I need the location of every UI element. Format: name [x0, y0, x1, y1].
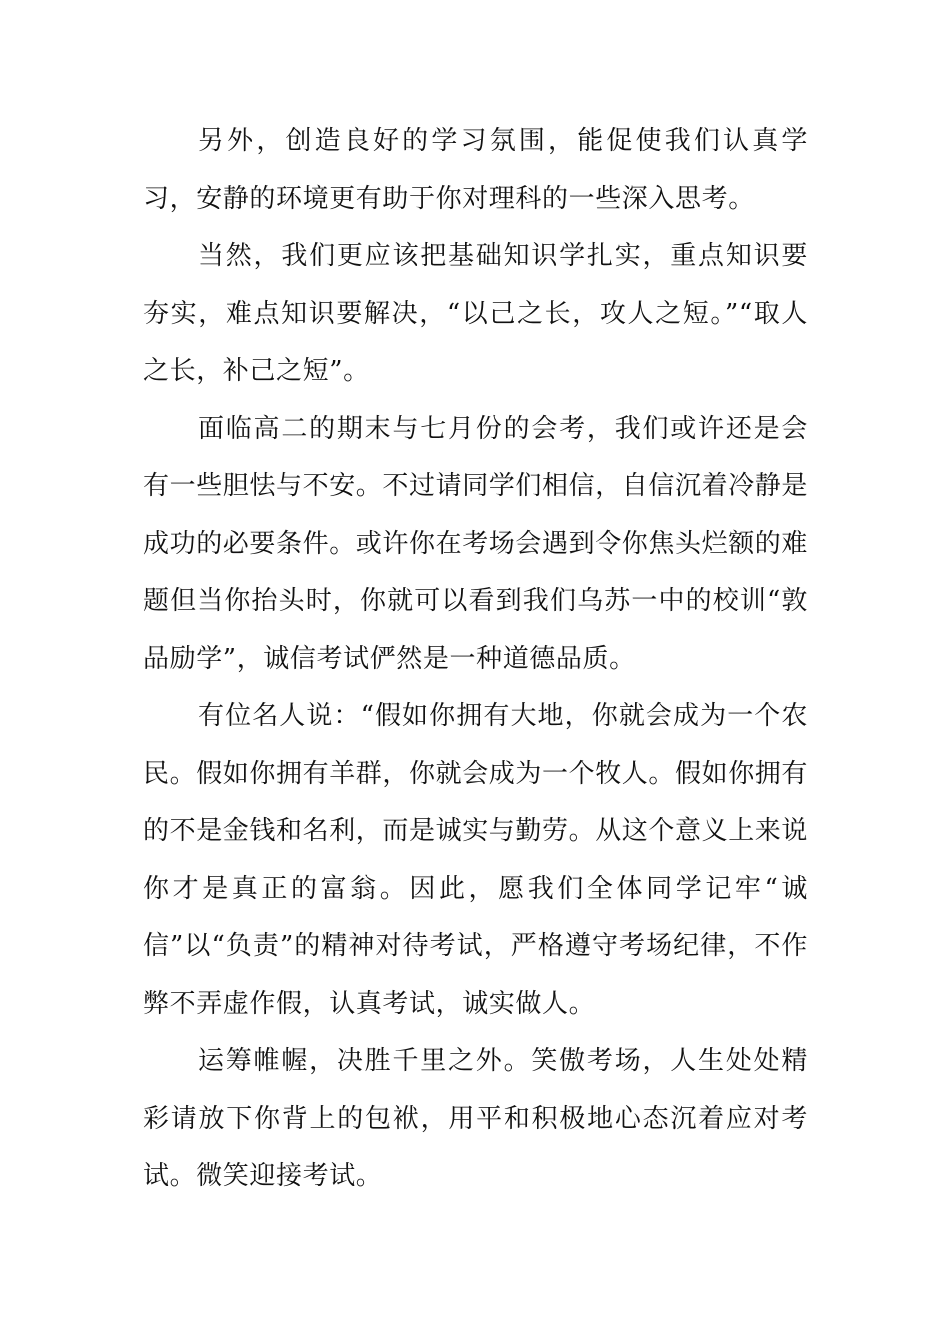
paragraph-honesty-quote: 有位名人说：“假如你拥有大地，你就会成为一个农民。假如你拥有羊群，你就会成为一个牧人。假如你拥有的不是金钱和名利，而是诚实与勤劳。从这个意义上来说你才是真正的富翁。因此，愿我们全体同学记牢“诚信”以“负责”的精神对待考试，严格遵守考场纪律，不作弊不弄虚作假，认真考试，诚实做人。 [143, 701, 809, 1019]
paragraph-closing: 运筹帷幄，决胜千里之外。笑傲考场，人生处处精彩请放下你背上的包袱，用平和积极地心态沉着应对考试。微笑迎接考试。 [143, 1046, 808, 1191]
document-body [143, 113, 808, 1206]
paragraph-exam-confidence: 面临高二的期末与七月份的会考，我们或许还是会有一些胆怯与不安。不过请同学们相信，自信沉着冷静是成功的必要条件。或许你在考场会遇到令你焦头烂额的难题但当你抬头时，你就可以看到我们乌苏一中的校训“敦品励学”，诚信考试俨然是一种道德品质。 [143, 413, 809, 674]
paragraph-study-atmosphere: 另外，创造良好的学习氛围，能促使我们认真学习，安静的环境更有助于你对理科的一些深入思考。 [143, 126, 808, 214]
paragraph-basic-knowledge: 当然，我们更应该把基础知识学扎实，重点知识要夯实，难点知识要解决，“以己之长，攻人之短。”“取人之长，补己之短”。 [143, 241, 808, 386]
